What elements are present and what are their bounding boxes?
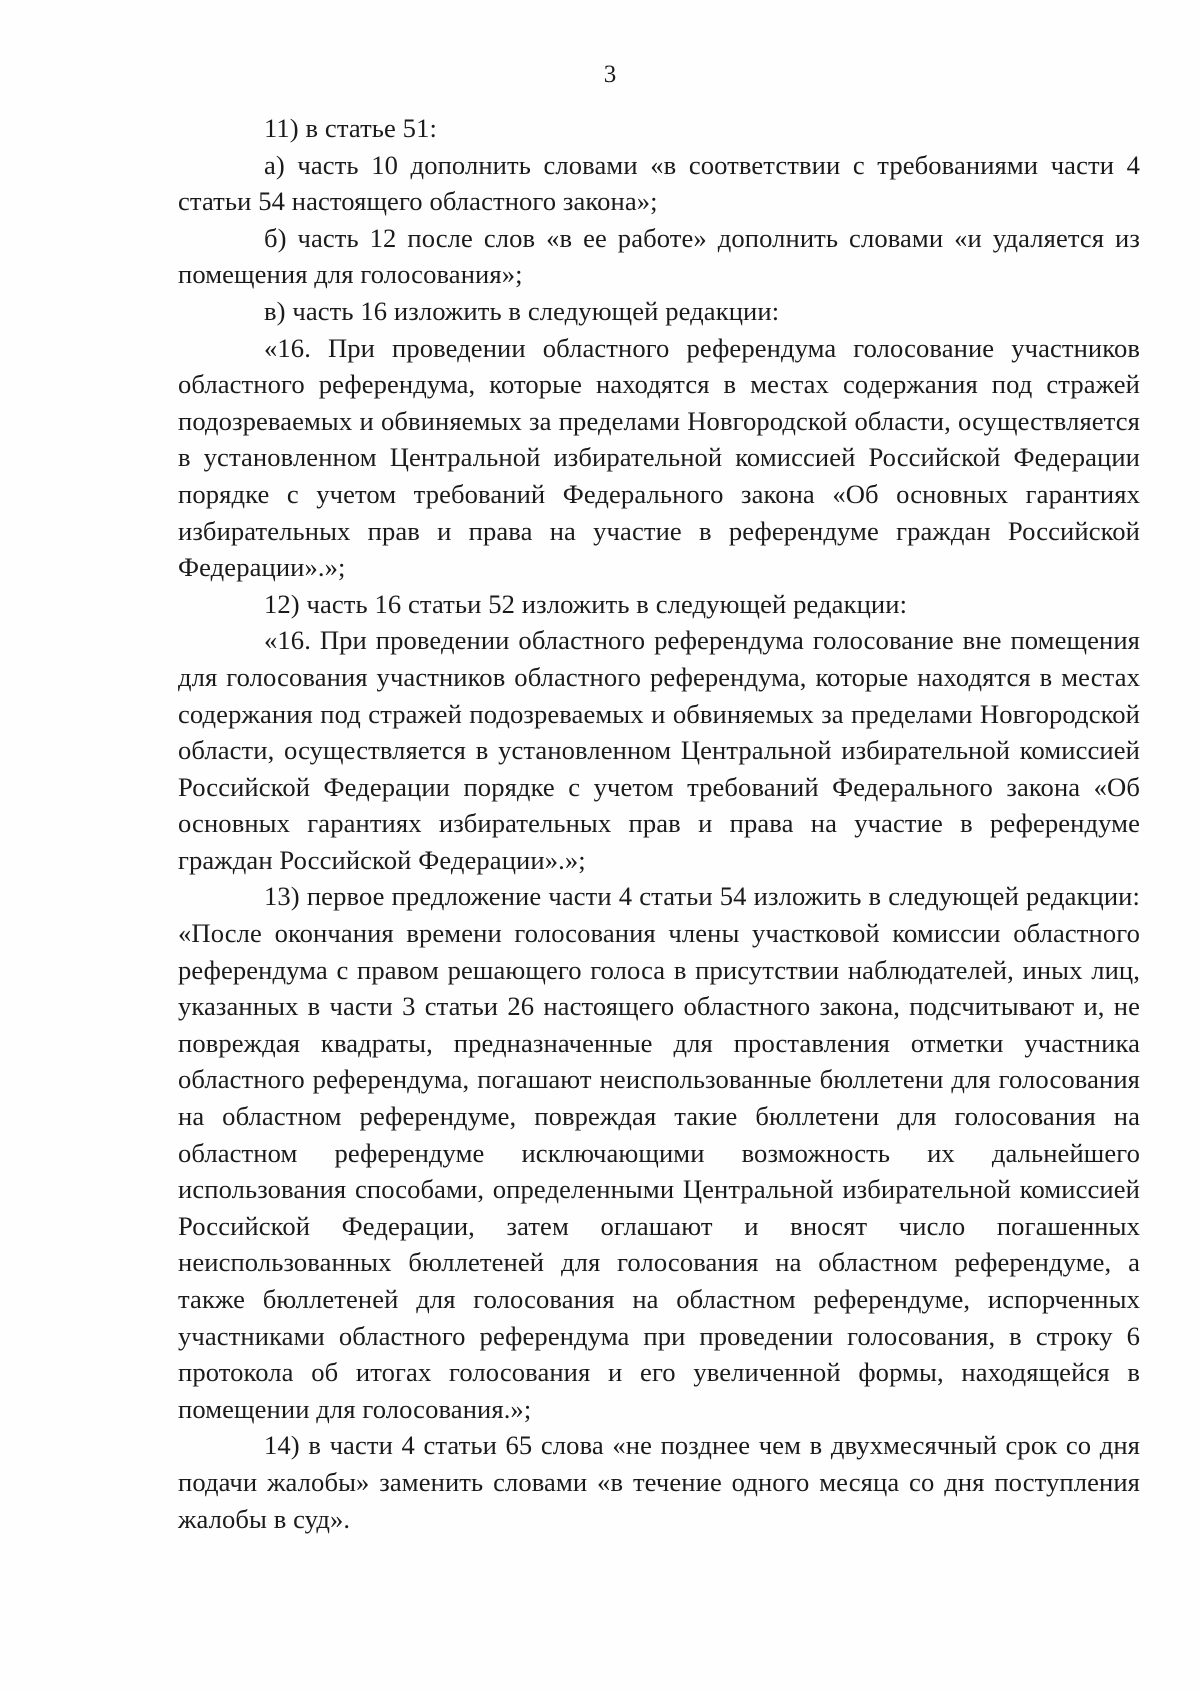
paragraph-item-11b: б) часть 12 после слов «в ее работе» дополнить словами «и удаляется из помещения для голосования»;	[178, 222, 1140, 290]
paragraph-item-14: 14) в части 4 статьи 65 слова «не позднее чем в двухмесячный срок со дня подачи жалобы» заменить словами «в течение одного месяца со дня поступления жалобы в суд».	[178, 1430, 1140, 1534]
paragraph-item-11: 11) в статье 51:	[264, 113, 437, 143]
paragraph-quote-16-art51: «16. При проведении областного референдума голосование участников областного референдума, которые находятся в местах содержания под стражей подозреваемых и обвиняемых за пределами Новгородской области, осуществляется в установленном Центральной избирательной комиссией Российской Федерации порядке с учетом требований Федерального закона «Об основных гарантиях избирательных прав и права на участие в референдуме граждан Российской Федерации».»;	[178, 332, 1140, 583]
paragraph-item-13: 13) первое предложение части 4 статьи 54 изложить в следующей редакции: «После окончания времени голосования члены участковой комиссии областного референдума с правом решающего голоса в присутствии наблюдателей, иных лиц, указанных в части 3 статьи 26 настоящего областного закона, подсчитывают и, не повреждая квадраты, предназначенные для проставления отметки участника областного референдума, погашают неиспользованные бюллетени для голосования на областном референдуме, повреждая такие бюллетени для голосования на областном референдуме исключающими возможность их дальнейшего использования способами, определенными Центральной избирательной комиссией Российской Федерации, затем оглашают и вносят число погашенных неиспользованных бюллетеней для голосования на областном референдуме, а также бюллетеней для голосования на областном референдуме, испорченных участниками областного референдума при проведении голосования, в строку 6 протокола об итогах голосования и его увеличенной формы, находящейся в помещении для голосования.»;	[178, 881, 1140, 1424]
paragraph-item-11v: в) часть 16 изложить в следующей редакции:	[264, 295, 780, 326]
document-body	[178, 110, 1140, 1537]
paragraph-item-11a: а) часть 10 дополнить словами «в соответствии с требованиями части 4 статьи 54 настоящего областного закона»;	[178, 149, 1140, 217]
page-number: 3	[603, 61, 617, 88]
paragraph-quote-16-art52: «16. При проведении областного референдума голосование вне помещения для голосования участников областного референдума, которые находятся в местах содержания под стражей подозреваемых и обвиняемых за пределами Новгородской области, осуществляется в установленном Центральной избирательной комиссией Российской Федерации порядке с учетом требований Федерального закона «Об основных гарантиях избирательных прав и права на участие в референдуме граждан Российской Федерации».»;	[178, 625, 1140, 875]
paragraph-item-12: 12) часть 16 статьи 52 изложить в следующей редакции:	[264, 588, 908, 619]
